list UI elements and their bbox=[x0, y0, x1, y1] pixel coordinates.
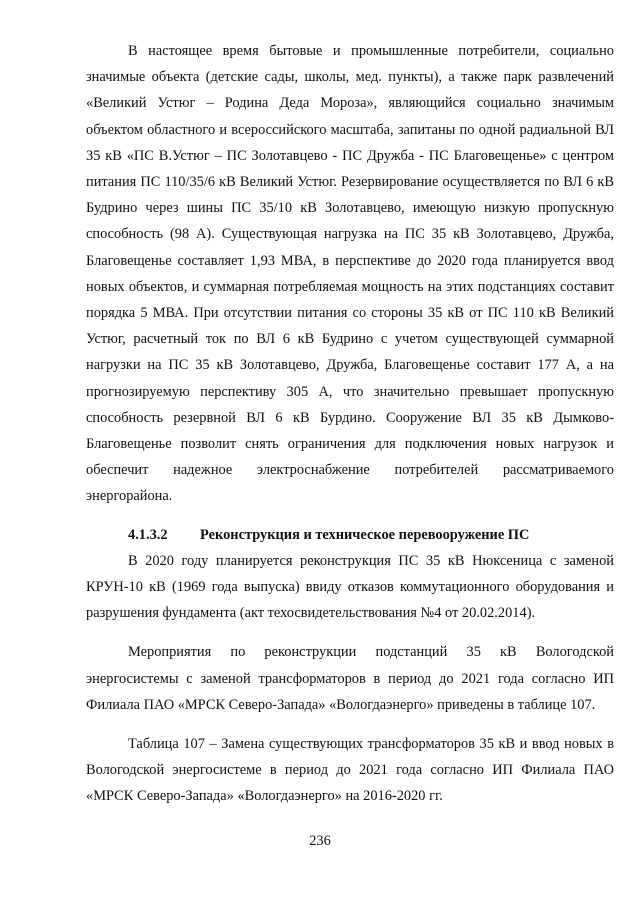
measures-paragraph: Мероприятия по реконструкции подстанций 35 кВ Вологодской энергосистемы с заменой трансформаторов в период до 2021 года согласно ИП Филиала ПАО «МРСК Северо-Запада» «Вологдаэнерго» приведены в таблице 107. bbox=[86, 644, 614, 713]
page-number: 236 bbox=[309, 833, 331, 849]
section-number: 4.1.3.2 bbox=[128, 526, 168, 543]
document-page bbox=[86, 38, 614, 810]
intro-paragraph: В настоящее время бытовые и промышленные потребители, социально значимые объекта (детские сады, школы, мед. пункты), а также парк развлечений «Великий Устюг – Родина Деда Мороза», являющийся социально значимым объектом областного и всероссийского масштаба, запитаны по одной радиальной ВЛ 35 кВ «ПС В.Устюг – ПС Золотавцево - ПС Дружба - ПС Благовещенье» с центром питания ПС 110/35/6 кВ Великий Устюг. Резервирование осуществляется по ВЛ 6 кВ Будрино через шины ПС 35/10 кВ Золотавцево, имеющую низкую пропускную способность (98 А). Существующая нагрузка на ПС 35 кВ Золотавцево, Дружба, Благовещенье составляет 1,93 МВА, в перспективе до 2020 года планируется ввод новых объектов, и суммарная потребляемая мощность на этих подстанциях составит порядка 5 МВА. При отсутствии питания со стороны 35 кВ от ПС 110 кВ Великий Устюг, расчетный ток по ВЛ 6 кВ Будрино с учетом существующей суммарной нагрузки на ПС 35 кВ Золотавцево, Дружба, Благовещенье составит 177 А, а на прогнозируемую перспективу 305 А, что значительно превышает пропускную способность резервной ВЛ 6 кВ Бурдино. Сооружение ВЛ 35 кВ Дымково-Благовещенье позволит снять ограничения для подключения новых нагрузок и обеспечит надежное электроснабжение потребителей рассматриваемого энергорайона. bbox=[86, 43, 614, 505]
section-heading bbox=[86, 522, 614, 548]
table-caption: Таблица 107 – Замена существующих трансформаторов 35 кВ и ввод новых в Вологодской энергосистеме в период до 2021 года согласно ИП Филиала ПАО «МРСК Северо-Запада» «Вологдаэнерго» на 2016-2020 гг. bbox=[86, 736, 614, 805]
reconstruction-paragraph: В 2020 году планируется реконструкция ПС 35 кВ Нюксеница с заменой КРУН-10 кВ (1969 года выпуска) ввиду отказов коммутационного оборудования и разрушения фундамента (акт техосвидетельствования №4 от 20.02.2014). bbox=[86, 552, 614, 622]
section-title: Реконструкция и техническое перевооружение ПС bbox=[200, 526, 530, 543]
